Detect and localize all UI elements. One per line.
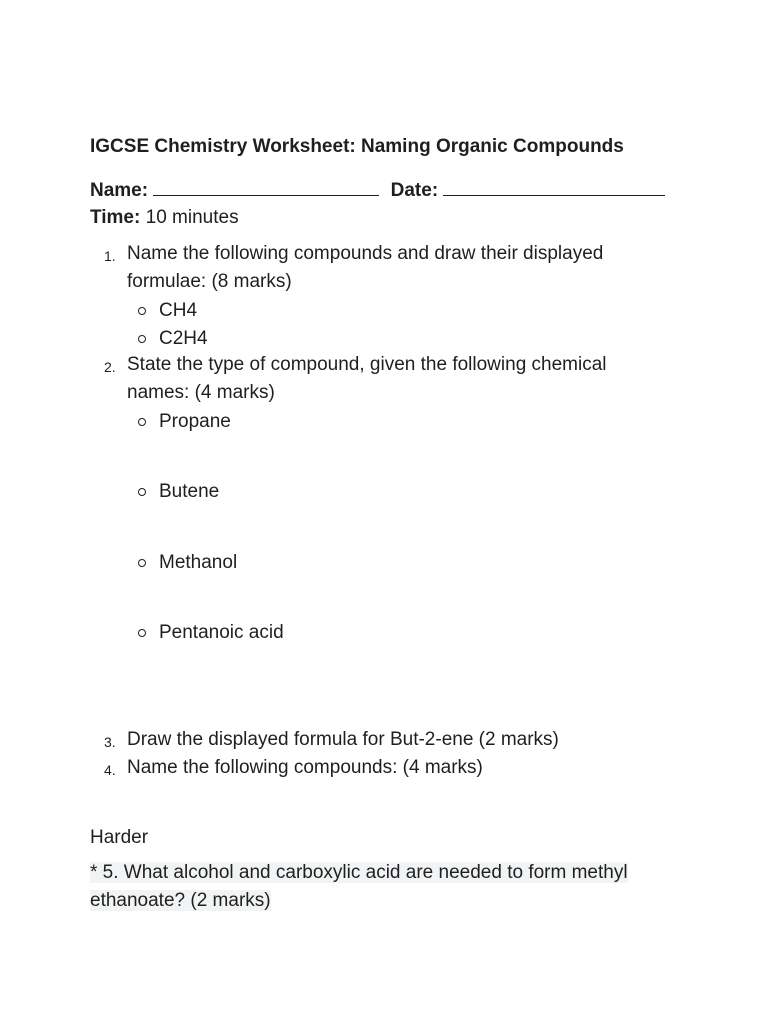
time-value: 10 minutes xyxy=(140,207,239,228)
list-item: C2H4 xyxy=(159,328,208,349)
list-item: Butene xyxy=(159,481,220,502)
list-item: Pentanoic acid xyxy=(159,622,284,643)
question-text: State the type of compound, given the following chemical names: (4 marks) xyxy=(127,354,607,403)
question-number: 3. xyxy=(104,734,116,750)
name-blank[interactable] xyxy=(153,181,379,196)
question-5-line-2: ethanoate? (2 marks) xyxy=(90,890,271,911)
question-number: 2. xyxy=(104,359,116,375)
section-heading-harder: Harder xyxy=(90,827,149,848)
hollow-bullet-icon xyxy=(138,418,146,426)
question-5 xyxy=(90,859,670,915)
hollow-bullet-icon xyxy=(138,488,146,496)
time-line xyxy=(90,207,239,229)
question-number: 1. xyxy=(104,248,116,264)
list-item: Methanol xyxy=(159,552,238,573)
question-number: 4. xyxy=(104,762,116,778)
date-label: Date: xyxy=(390,180,439,201)
date-blank[interactable] xyxy=(443,181,665,196)
list-item: CH4 xyxy=(159,300,198,321)
worksheet-title: IGCSE Chemistry Worksheet: Naming Organic Compounds xyxy=(90,136,624,157)
time-label: Time: xyxy=(90,207,141,228)
list-item: Propane xyxy=(159,411,231,432)
hollow-bullet-icon xyxy=(138,307,146,315)
hollow-bullet-icon xyxy=(138,629,146,637)
question-text: Draw the displayed formula for But-2-ene (2 marks) xyxy=(127,729,559,750)
name-label: Name: xyxy=(90,180,149,201)
question-text: Name the following compounds: (4 marks) xyxy=(127,757,483,778)
name-date-line xyxy=(90,180,665,202)
hollow-bullet-icon xyxy=(138,559,146,567)
question-5-line-1: * 5. What alcohol and carboxylic acid are needed to form methyl xyxy=(90,862,628,883)
question-text: Name the following compounds and draw their displayed formulae: (8 marks) xyxy=(127,243,604,292)
hollow-bullet-icon xyxy=(138,335,146,343)
